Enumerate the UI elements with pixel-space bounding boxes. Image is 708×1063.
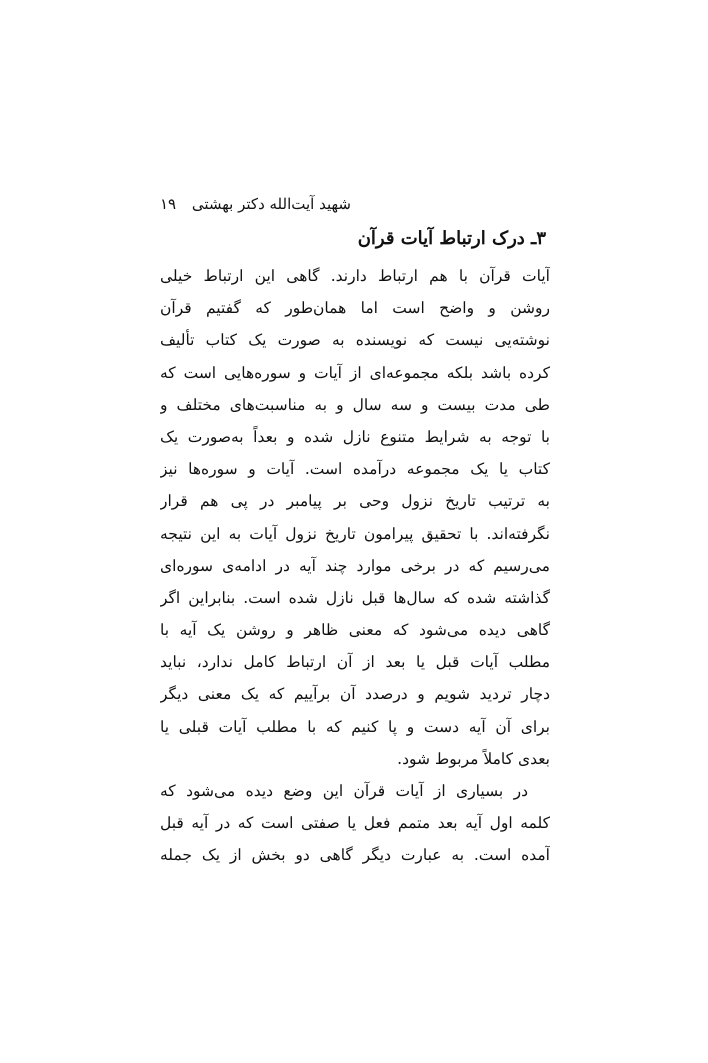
section-title: ۳ـ درک ارتباط آیات قرآن <box>357 228 546 249</box>
header-title: شهید آیت‌الله دکتر بهشتی <box>191 195 351 213</box>
text-line: آیات قرآن با هم ارتباط دارند. گاهی این ارتباط خیلی <box>160 267 550 285</box>
page-number: ۱۹ <box>160 195 177 213</box>
body-text <box>160 260 550 872</box>
text-line: نوشته‌یی نیست که نویسنده به صورت یک کتاب تألیف <box>160 331 550 350</box>
text-line: کلمه اول آیه بعد متمم فعل یا صفتی است که در آیه قبل <box>160 814 550 833</box>
text-line: دچار تردید شویم و درصدد آن برآییم که یک معنی دیگر <box>160 685 550 704</box>
paragraph-1 <box>160 260 550 775</box>
running-header <box>160 192 351 216</box>
text-line: گاهی دیده می‌شود که معنی ظاهر و روشن یک آیه با <box>160 621 550 640</box>
text-line: آمده است. به عبارت دیگر گاهی دو بخش از یک جمله <box>160 846 550 865</box>
text-line: بعدی کاملاً مربوط شود. <box>397 749 550 768</box>
text-line: کرده باشد بلکه مجموعه‌ای از آیات و سوره‌هایی است که <box>160 363 550 382</box>
text-line: در بسیاری از آیات قرآن این وضع دیده می‌شود که <box>160 782 528 800</box>
text-line: گذاشته شده که سال‌ها قبل نازل شده است. بنابراین اگر <box>160 588 550 607</box>
text-line: به ترتیب تاریخ نزول وحی بر پیامبر در پی هم قرار <box>160 492 550 511</box>
text-line: نگرفته‌اند. با تحقیق پیرامون تاریخ نزول آیات به این نتیجه <box>160 524 550 543</box>
text-line: مطلب آیات قبل یا بعد از آن ارتباط کامل ندارد، نباید <box>160 653 550 672</box>
text-line: برای آن آیه دست و پا کنیم که با مطلب آیات قبلی یا <box>160 717 550 736</box>
text-line: می‌رسیم که در برخی موارد چند آیه در ادامه‌ی سوره‌ای <box>160 556 550 575</box>
text-line: با توجه به شرایط متنوع نازل شده و بعداً به‌صورت یک <box>160 427 550 446</box>
paragraph-2 <box>160 775 550 872</box>
text-line: طی مدت بیست و سه سال و به مناسبت‌های مختلف و <box>160 395 550 414</box>
text-line: روشن و واضح است اما همان‌طور که گفتیم قرآن <box>160 299 550 318</box>
text-line: کتاب یا یک مجموعه درآمده است. آیات و سوره‌ها نیز <box>160 460 550 479</box>
